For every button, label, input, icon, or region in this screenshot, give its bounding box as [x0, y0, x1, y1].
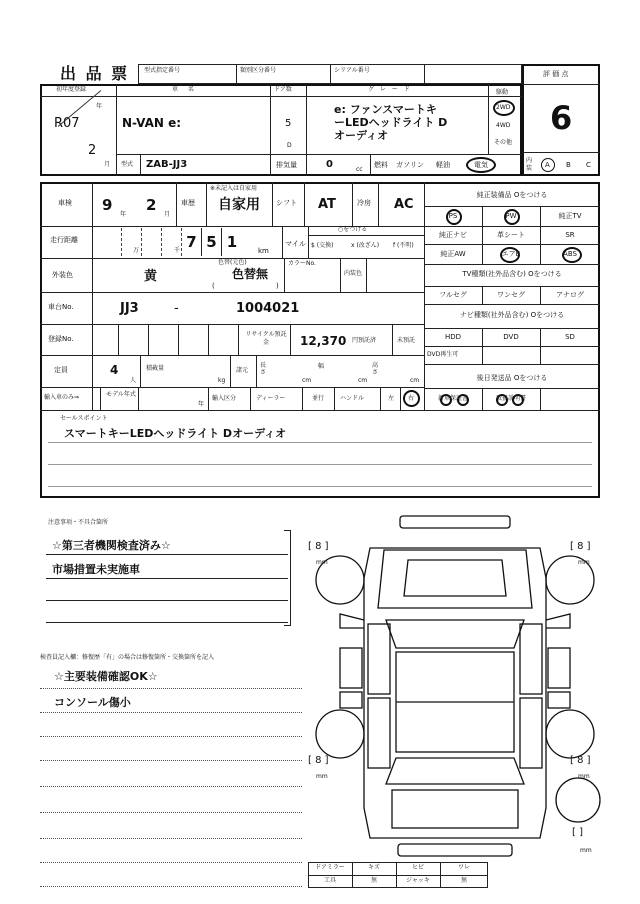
- score-value: 6: [550, 99, 573, 137]
- fuel-gasoline: ガソリン: [396, 161, 424, 169]
- dvd-playback: DVD再生可: [427, 351, 459, 358]
- recycle-done: 円預託済: [352, 337, 377, 344]
- legend-header: ワレ: [457, 864, 470, 871]
- load-label: 積載量: [146, 365, 165, 372]
- legend-value: 無: [460, 877, 467, 884]
- vehicle-name: N-VAN e:: [122, 116, 182, 130]
- equip-aw: 純正AW: [440, 250, 466, 258]
- legend-header: キズ: [368, 864, 380, 871]
- chassis-prefix: JJ3: [120, 301, 139, 316]
- history-value: 自家用: [218, 197, 260, 213]
- later-manual-circle-1: [496, 394, 508, 406]
- later-manual-circle-2: [512, 394, 524, 406]
- model-value: ZAB-JJ3: [146, 159, 188, 170]
- mileage-digit: [102, 228, 122, 256]
- equipment-title: 純正装備品 Oをつける: [476, 191, 548, 199]
- interior-grade-b: B: [566, 161, 571, 169]
- color-label: 外装色: [52, 271, 73, 279]
- shift-value: AT: [318, 197, 336, 212]
- equip-abs-circle: [562, 247, 582, 263]
- mileage-digit: [142, 228, 162, 256]
- sales-point-text: スマートキーLEDヘッドライト Dオーディオ: [64, 427, 287, 440]
- notes-line-1: ☆第三者機関検査済み☆: [52, 539, 171, 552]
- capacity-label: 定員: [54, 366, 68, 374]
- equip-airbag: エアB: [501, 250, 521, 258]
- tire-rear-right: [ 8 ]: [570, 755, 591, 766]
- fuel-diesel: 軽油: [436, 161, 450, 169]
- chassis-label: 車台No.: [48, 303, 74, 311]
- mileage-digit: 5: [202, 228, 222, 256]
- later-warranty-circle-1: [440, 394, 452, 406]
- displacement-value: 0: [326, 159, 333, 170]
- shift-label: シフト: [276, 199, 297, 207]
- tv-title: TV種類(社外品含む) Oをつける: [462, 270, 562, 278]
- inspection-month: 2: [146, 196, 157, 214]
- mileage-digit: 7: [182, 228, 202, 256]
- drive-other: その他: [494, 139, 513, 146]
- score-label: 評 価 点: [543, 70, 569, 78]
- legend-header: ドアミラー: [315, 864, 345, 871]
- drive-label: 駆動: [496, 89, 509, 96]
- color-change-label: 色替(元色): [218, 259, 247, 266]
- fuel-label: 燃料: [374, 161, 388, 169]
- inspector-line-1: ☆主要装備確認OK☆: [54, 670, 158, 683]
- doors-value: 5: [285, 118, 292, 129]
- handle-right: 右: [408, 395, 415, 402]
- color-no-label: カラーNo.: [288, 260, 316, 267]
- handle-label: ハンドル: [340, 395, 365, 402]
- inspection-year-mark: 年: [120, 211, 127, 218]
- odometer-tampered: x (改ざん): [351, 242, 380, 249]
- legend-header: ヒビ: [411, 864, 424, 871]
- later-title: 後日発送品 Oをつける: [476, 374, 548, 382]
- inspection-label: 車検: [58, 199, 72, 207]
- displacement-label: 排気量: [276, 161, 297, 169]
- later-manual: 取扱説明書: [495, 395, 526, 402]
- grade-line-1: e: ファンスマートキ: [334, 103, 437, 116]
- inspection-year: 9: [102, 196, 113, 214]
- length-label: 長さ: [260, 362, 267, 376]
- later-warranty-circle-2: [457, 394, 469, 406]
- recycle-not: 未預託: [397, 337, 416, 344]
- mileage-label: 走行距離: [50, 236, 78, 244]
- equip-ps: PS: [448, 212, 458, 220]
- legend-value: ジャッキ: [406, 877, 430, 884]
- tire-front-right-unit: mm: [578, 559, 590, 566]
- tire-spare-unit: mm: [580, 847, 592, 854]
- reg-era: R07: [54, 116, 80, 131]
- doors-label: ドア数: [274, 86, 292, 93]
- sales-point-label: セールスポイント: [60, 415, 108, 422]
- import-parallel: 並行: [312, 395, 325, 402]
- model-year-label: モデル年式: [106, 391, 136, 398]
- equip-leather: 革シート: [497, 231, 525, 239]
- color-change-value: 色替無: [232, 267, 269, 281]
- width-label: 幅: [318, 363, 325, 370]
- tv-oneseg: ワンセグ: [497, 291, 525, 299]
- grade-line-2: ーLEDヘッドライト D: [334, 116, 448, 129]
- tire-rear-right-unit: mm: [578, 773, 590, 780]
- grade-label: グ レ ー ド: [368, 86, 412, 93]
- import-class-label: 輸入区分: [212, 395, 237, 402]
- year-mark: 年: [96, 103, 103, 110]
- equip-pw: PW: [505, 212, 517, 220]
- equip-ps-circle: [446, 209, 462, 225]
- displacement-unit: cc: [356, 166, 363, 173]
- mileage-man: 万: [133, 247, 140, 254]
- model-year-unit: 年: [198, 401, 205, 408]
- tire-front-right: [ 8 ]: [570, 541, 591, 552]
- grade-line-3: オーディオ: [334, 129, 389, 142]
- height-unit: cm: [410, 377, 420, 384]
- height-label: 高さ: [372, 362, 379, 376]
- recycle-amount: 12,370: [300, 334, 347, 348]
- recycle-label: リサイクル預託金: [245, 331, 287, 346]
- inspector-label: 検査員記入欄：修復歴「有」の場合は修復箇所・交換箇所を記入: [40, 654, 215, 661]
- capacity-unit: 人: [130, 377, 137, 384]
- nav-dvd: DVD: [503, 333, 519, 341]
- class-no-label: 類別区分番号: [240, 67, 277, 74]
- length-unit: cm: [302, 377, 312, 384]
- inspection-month-mark: 月: [164, 211, 171, 218]
- reg-year-label: 初年度登録: [56, 86, 87, 93]
- chassis-dash: -: [174, 301, 179, 316]
- interior-color-label: 内装色: [344, 270, 363, 277]
- handle-left: 左: [388, 395, 395, 402]
- mileage-digit: 1: [226, 233, 238, 251]
- capacity-value: 4: [110, 363, 119, 377]
- paren-open: (: [212, 282, 215, 290]
- mileage-sen: 千: [174, 247, 181, 254]
- month-mark: 月: [104, 161, 111, 168]
- form-title: 出 品 票: [60, 64, 130, 83]
- ac-value: AC: [394, 197, 414, 212]
- odometer-exchange: $ (交換): [311, 242, 334, 249]
- equipment-panel: [424, 182, 600, 410]
- width-unit: cm: [358, 377, 368, 384]
- inspector-line-2: コンソール傷小: [54, 696, 131, 709]
- notes-box: [46, 528, 294, 626]
- nav-hdd: HDD: [444, 333, 462, 341]
- interior-grade-a: A: [545, 161, 550, 169]
- serial-label: シリアル番号: [334, 67, 370, 74]
- tire-front-left: [ 8 ]: [308, 541, 329, 552]
- tire-rear-left: [ 8 ]: [308, 755, 329, 766]
- model-label: 型式: [121, 161, 134, 168]
- mileage-km: km: [258, 247, 269, 255]
- color-value: 黄: [144, 269, 158, 284]
- odometer-unknown: f (不明): [393, 242, 414, 249]
- history-note: ※未記入は自家用: [210, 185, 258, 192]
- odometer-note: ○をつける: [338, 226, 368, 233]
- reg-month: 2: [88, 143, 97, 158]
- nav-sd: SD: [565, 333, 575, 341]
- model-no-label: 型式指定番号: [144, 67, 181, 74]
- notes-line-2: 市場措置未実施車: [52, 563, 140, 576]
- history-label: 車歴: [181, 199, 195, 207]
- notes-bracket: [284, 530, 291, 626]
- legend-value: 無: [370, 877, 377, 884]
- equip-sr: SR: [565, 231, 575, 239]
- chassis-no: 1004021: [236, 301, 300, 316]
- equip-airbag-circle: [500, 247, 520, 263]
- drive-4wd: 4WD: [496, 122, 511, 129]
- name-label: 車 名: [172, 86, 198, 93]
- tire-spare: [ ]: [572, 827, 583, 838]
- paren-close: ): [276, 282, 279, 290]
- ac-label: 冷房: [357, 199, 371, 207]
- equip-nav: 純正ナビ: [439, 231, 467, 239]
- nav-title: ナビ種類(社外品含む) Oをつける: [459, 311, 565, 319]
- equip-tv: 純正TV: [558, 212, 582, 220]
- reg-no-label: 登録No.: [48, 335, 74, 343]
- size-label: 諸元: [236, 367, 249, 374]
- fuel-electric: 電気: [474, 161, 488, 169]
- notes-label: 注意事項・不具合箇所: [48, 519, 109, 526]
- tv-fullseg: フルセグ: [439, 291, 467, 299]
- interior-grade-c: C: [586, 161, 591, 169]
- import-dealer: ディーラー: [256, 395, 286, 402]
- mileage-mile: マイル: [285, 240, 306, 248]
- later-warranty: 新車保証書: [437, 395, 468, 402]
- interior-label: 内装: [526, 157, 533, 172]
- load-unit: kg: [218, 377, 226, 384]
- equip-abs: ABS: [563, 250, 577, 258]
- drive-2wd: 2WD: [496, 104, 511, 111]
- tire-front-left-unit: mm: [316, 559, 328, 566]
- tire-rear-left-unit: mm: [316, 773, 328, 780]
- import-label: 輸入車のみ⇒: [44, 394, 80, 401]
- legend-value: 工具: [323, 877, 336, 884]
- equip-pw-circle: [504, 209, 520, 225]
- tv-analog: アナログ: [556, 291, 584, 299]
- doors-unit: D: [287, 142, 292, 149]
